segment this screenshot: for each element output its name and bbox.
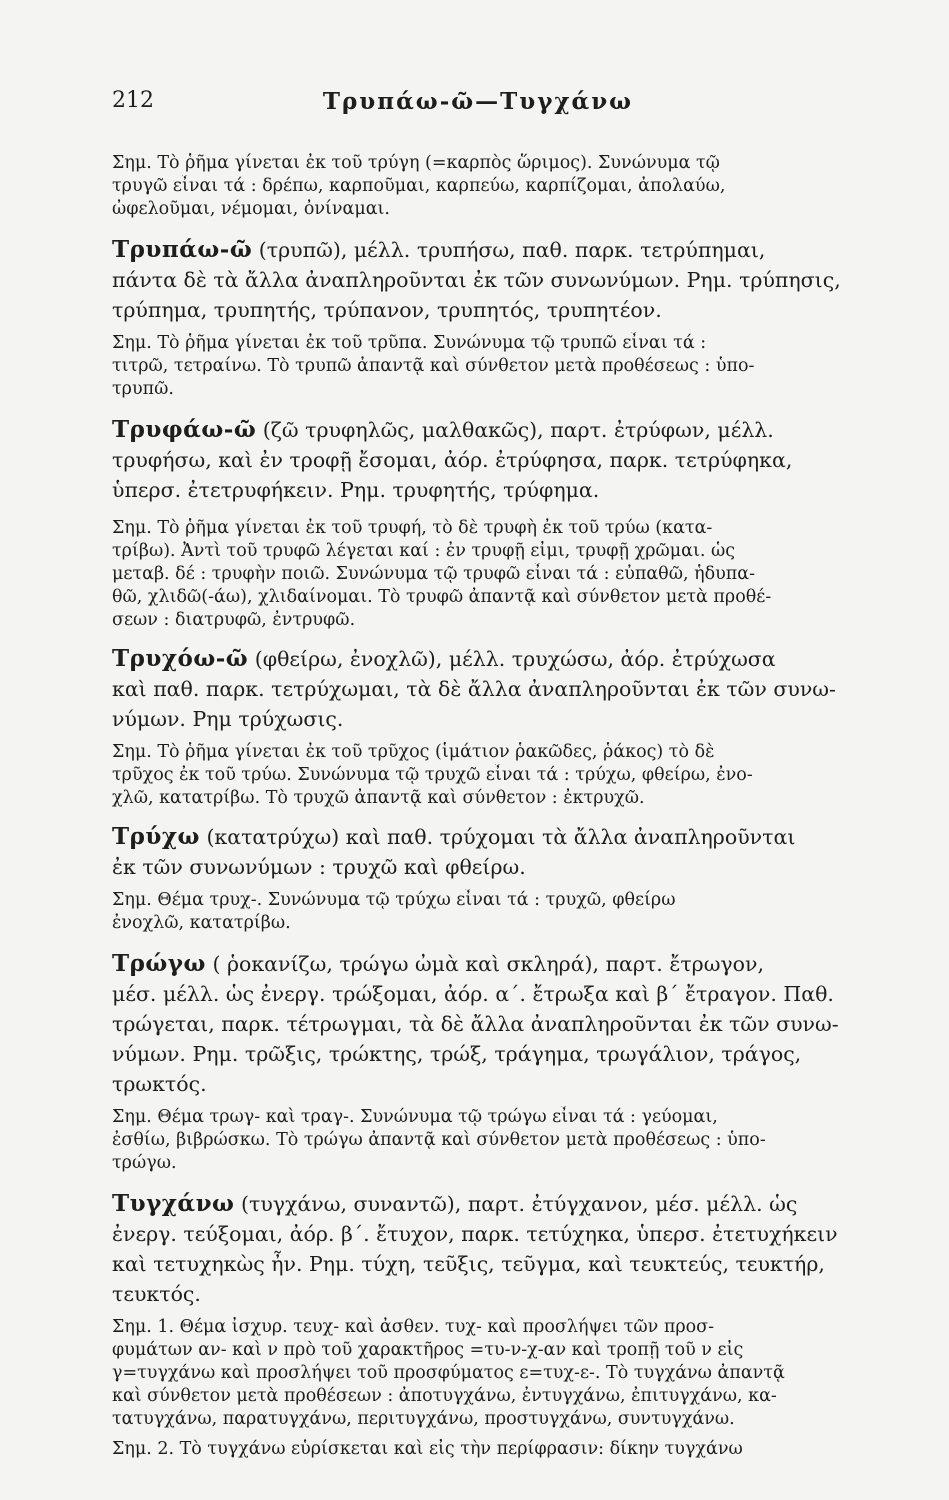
lemma: Τρύχω <box>112 823 200 850</box>
entry-line <box>112 644 912 674</box>
entry-line: τρωκτός. <box>112 1072 207 1096</box>
entry-text: (ζῶ τρυφηλῶς, μαλθακῶς), παρτ. ἐτρύφων, μέλλ. <box>262 418 774 442</box>
note-line: Σημ. 2. Τὸ τυγχάνω εὑρίσκεται καὶ εἰς τὴν περίφρασιν: δίκην τυγχάνω <box>112 1439 743 1459</box>
note-line: τρίβω). Ἀντὶ τοῦ τρυφῶ λέγεται καί : ἐν τρυφῇ εἰμι, τρυφῇ χρῶμαι. ὡς <box>112 541 736 561</box>
page-header <box>112 88 844 128</box>
entry-text: (τυγχάνω, συναντῶ), παρτ. ἐτύγχανον, μέσ. μέλλ. ὡς <box>240 1192 798 1216</box>
note-line: Σημ. Τὸ ῥῆμα γίνεται ἐκ τοῦ τρῦπα. Συνώνυμα τῷ τρυπῶ εἶναι τά : <box>112 333 707 353</box>
note-line: Σημ. Τὸ ῥῆμα γίνεται ἐκ τοῦ τρύγη (=καρπὸς ὥριμος). Συνώνυμα τῷ <box>112 153 720 173</box>
note-line: τρυγῶ εἶναι τά : δρέπω, καρποῦμαι, καρπεύω, καρπίζομαι, ἀπολαύω, <box>112 176 726 196</box>
note-line: Σημ. Θέμα τρυχ-. Συνώνυμα τῷ τρύχω εἶναι τά : τρυχῶ, φθείρω <box>112 890 676 910</box>
entry-line: τρώγεται, παρκ. τέτρωγμαι, τὰ δὲ ἄλλα ἀναπληροῦνται ἐκ τῶν συνω- <box>112 1012 839 1036</box>
entry-line: καὶ παθ. παρκ. τετρύχωμαι, τὰ δὲ ἄλλα ἀναπληροῦνται ἐκ τῶν συνω- <box>112 677 836 701</box>
note-line: τιτρῶ, τετραίνω. Τὸ τρυπῶ ἀπαντᾷ καὶ σύνθετον μετὰ προθέσεως : ὑπο- <box>112 356 755 376</box>
note-line: μεταβ. δέ : τρυφὴν ποιῶ. Συνώνυμα τῷ τρυφῶ εἶναι τά : εὐπαθῶ, ἡδυπα- <box>112 564 755 584</box>
entry-trychoo <box>112 644 912 734</box>
entry-trypao <box>112 235 912 325</box>
entry-line <box>112 415 912 445</box>
entry-trycho <box>112 822 912 882</box>
lemma: Τρυχόω-ῶ <box>112 645 249 672</box>
note-line: Σημ. Τὸ ῥῆμα γίνεται ἐκ τοῦ τρυφή, τὸ δὲ τρυφὴ ἐκ τοῦ τρύω (κατα- <box>112 518 713 538</box>
note-trycho <box>112 889 912 935</box>
entry-text: (τρυπῶ), μέλλ. τρυπήσω, παθ. παρκ. τετρύπημαι, <box>258 238 766 262</box>
running-title: Τρυπάω-ῶ—Τυγχάνω <box>322 88 634 115</box>
entry-line: τρύπημα, τρυπητής, τρύπανον, τρυπητός, τρυπητέον. <box>112 298 662 322</box>
entry-line: νύμων. Ρημ. τρῶξις, τρώκτης, τρώξ, τράγημα, τρωγάλιον, τράγος, <box>112 1042 802 1066</box>
entry-line: ὑπερσ. ἐτετρυφήκειν. Ρημ. τρυφητής, τρύφημα. <box>112 478 600 502</box>
page-number: 212 <box>112 88 154 113</box>
note-line: τρυπῶ. <box>112 379 174 399</box>
note-line: σεων : διατρυφῶ, ἐντρυφῶ. <box>112 610 356 630</box>
entry-line: πάντα δὲ τὰ ἄλλα ἀναπληροῦνται ἐκ τῶν συνωνύμων. Ρημ. τρύπησις, <box>112 268 841 292</box>
lemma: Τυγχάνω <box>112 1190 235 1217</box>
lemma: Τρυφάω-ῶ <box>112 416 257 443</box>
note-tygchano-1 <box>112 1316 912 1431</box>
entry-tygchano <box>112 1189 912 1309</box>
entry-line <box>112 1189 912 1219</box>
entry-line: τευκτός. <box>112 1282 201 1306</box>
note-line: ἐσθίω, βιβρώσκω. Τὸ τρώγω ἀπαντᾷ καὶ σύνθετον μετὰ προθέσεως : ὑπο- <box>112 1130 766 1150</box>
entry-text: (φθείρω, ἐνοχλῶ), μέλλ. τρυχώσω, ἀόρ. ἐτρύχωσα <box>254 647 776 671</box>
note-tygchano-2 <box>112 1438 912 1461</box>
note-trogo <box>112 1106 912 1175</box>
note-line: ὠφελοῦμαι, νέμομαι, ὀνίναμαι. <box>112 199 390 219</box>
note-trypao <box>112 332 912 401</box>
entry-line <box>112 235 912 265</box>
note-line: τρῦχος ἐκ τοῦ τρύω. Συνώνυμα τῷ τρυχῶ εἶναι τά : τρύχω, φθείρω, ἐνο- <box>112 765 753 785</box>
note-line: θῶ, χλιδῶ(-άω), χλιδαίνομαι. Τὸ τρυφῶ ἀπαντᾷ καὶ σύνθετον μετὰ προθέ- <box>112 587 772 607</box>
note-line: καὶ σύνθετον μετὰ προθέσεων : ἀποτυγχάνω, ἐντυγχάνω, ἐπιτυγχάνω, κα- <box>112 1386 777 1406</box>
note-line: ἐνοχλῶ, κατατρίβω. <box>112 913 291 933</box>
lemma: Τρώγω <box>112 950 206 977</box>
note-line: φυμάτων αν- καὶ ν πρὸ τοῦ χαρακτῆρος =τυ-ν-χ-αν καὶ τροπῇ τοῦ ν εἰς <box>112 1340 744 1360</box>
entry-trogo <box>112 949 912 1099</box>
entry-line: καὶ τετυχηκὼς ἦν. Ρημ. τύχη, τεῦξις, τεῦγμα, καὶ τευκτεύς, τευκτήρ, <box>112 1252 825 1276</box>
note-line: Σημ. 1. Θέμα ἰσχυρ. τευχ- καὶ ἀσθεν. τυχ- καὶ προσλήψει τῶν προσ- <box>112 1317 714 1337</box>
note-line: Σημ. Θέμα τρωγ- καὶ τραγ-. Συνώνυμα τῷ τρώγω εἶναι τά : γεύομαι, <box>112 1107 718 1127</box>
entry-line: μέσ. μέλλ. ὡς ἐνεργ. τρώξομαι, ἀόρ. α΄. ἔτρωξα καὶ β΄ ἔτραγον. Παθ. <box>112 982 834 1006</box>
note-line: χλῶ, κατατρίβω. Τὸ τρυχῶ ἀπαντᾷ καὶ σύνθετον : ἐκτρυχῶ. <box>112 788 645 808</box>
entry-line <box>112 949 912 979</box>
note-tryfao <box>112 517 912 632</box>
note-line: τατυγχάνω, παρατυγχάνω, περιτυγχάνω, προστυγχάνω, συντυγχάνω. <box>112 1409 735 1429</box>
page-content <box>112 152 912 1461</box>
note-trychoo <box>112 741 912 810</box>
note-line: Σημ. Τὸ ῥῆμα γίνεται ἐκ τοῦ τρῦχος (ἱμάτιον ῥακῶδες, ῥάκος) τὸ δὲ <box>112 742 715 762</box>
entry-line: νύμων. Ρημ τρύχωσις. <box>112 707 344 731</box>
entry-line: τρυφήσω, καὶ ἐν τροφῇ ἔσομαι, ἀόρ. ἐτρύφησα, παρκ. τετρύφηκα, <box>112 448 793 472</box>
entry-text: ( ῥοκανίζω, τρώγω ὠμὰ καὶ σκληρά), παρτ. ἔτρωγον, <box>212 952 764 976</box>
entry-line: ἐκ τῶν συνωνύμων : τρυχῶ καὶ φθείρω. <box>112 855 526 879</box>
note-trygo <box>112 152 912 221</box>
entry-text: (κατατρύχω) καὶ παθ. τρύχομαι τὰ ἄλλα ἀναπληροῦνται <box>206 825 796 849</box>
lemma: Τρυπάω-ῶ <box>112 236 253 263</box>
note-line: τρώγω. <box>112 1153 177 1173</box>
entry-tryfao <box>112 415 912 505</box>
entry-line <box>112 822 912 852</box>
entry-line: ἐνεργ. τεύξομαι, ἀόρ. β΄. ἔτυχον, παρκ. τετύχηκα, ὑπερσ. ἐτετυχήκειν <box>112 1222 838 1246</box>
note-line: γ=τυγχάνω καὶ προσλήψει τοῦ προσφύματος ε=τυχ-ε-. Τὸ τυγχάνω ἀπαντᾷ <box>112 1363 785 1383</box>
